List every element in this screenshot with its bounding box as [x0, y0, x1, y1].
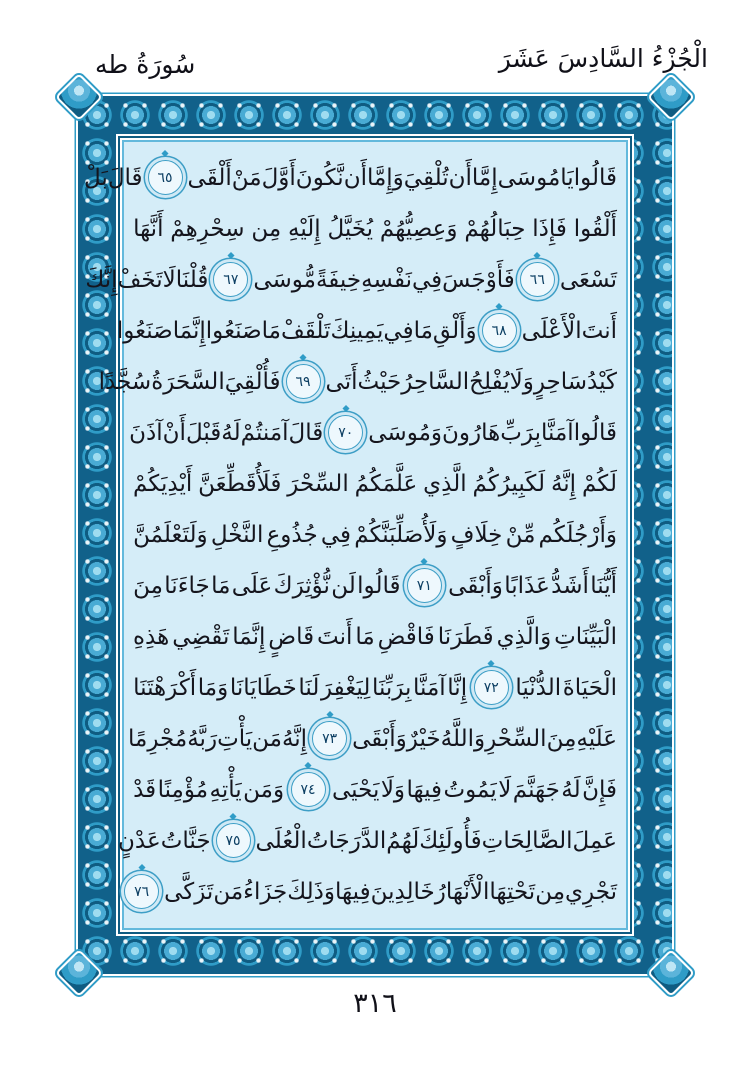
verse-word: الْأَعْلَى	[521, 317, 582, 344]
verse-number: ٧٠	[338, 424, 354, 441]
verse-word: وَعِصِيُّهُمْ	[379, 215, 458, 242]
verse-word: أَوَّلَ	[261, 164, 296, 191]
verse-word: حِبَالُهُمْ	[464, 215, 526, 242]
verse-word: وَلَأُصَلِّبَنَّكُمْ	[354, 521, 448, 548]
verse-word: وَإِمَّا	[366, 164, 404, 191]
verse-number: ٧٥	[225, 832, 241, 849]
verse-word: وَمَا	[197, 674, 229, 701]
verse-word: مُجْرِمًا	[128, 725, 188, 752]
verse-word: وَذَلِكَ	[287, 878, 336, 905]
verse-number-medallion	[407, 568, 442, 603]
verse-word: الْأَنْهَارُ	[434, 878, 490, 905]
verse-word: فَأَوْجَسَ	[442, 266, 515, 293]
verse-number: ٦٩	[295, 373, 311, 390]
verse-word: جَهَنَّمَ	[512, 776, 560, 803]
verse-number-medallion	[312, 721, 347, 756]
verse-word: آمَنَّا	[541, 419, 574, 446]
verse-word: أَيْدِيَكُمْ	[133, 470, 193, 497]
verse-word: تَزَكَّى	[164, 878, 214, 905]
verse-word: عَلَيْهِ	[576, 725, 617, 752]
verse-line	[133, 509, 617, 560]
verse-word: قَاضٍ	[268, 623, 315, 650]
juz-title: الْجُزْءُ السَّادِسَ عَشَرَ	[498, 44, 708, 73]
verse-word: يَمُوتُ	[443, 776, 497, 803]
verse-word: أَنتَ	[581, 317, 617, 344]
verse-word: بَلْ	[84, 164, 108, 191]
verse-number-medallion	[148, 160, 183, 195]
verse-line	[133, 458, 617, 509]
verse-word: يُخَيَّلُ	[327, 215, 374, 242]
verse-word: رَبَّهُ	[187, 725, 218, 752]
verse-line	[133, 662, 617, 713]
verse-number: ٧٢	[483, 679, 499, 696]
verse-word: وَلَا	[380, 776, 406, 803]
verse-lines	[84, 152, 617, 918]
verse-word: مَن	[213, 878, 244, 905]
verse-word: جَاءَنَا	[164, 572, 210, 599]
verse-word: لَهُمُ	[386, 827, 420, 854]
verse-number-medallion	[328, 415, 363, 450]
corner-ornament-top-left	[55, 73, 103, 121]
verse-word: تَسْعَى	[559, 266, 617, 293]
verse-line	[116, 305, 617, 356]
verse-word: الْعُلَى	[255, 827, 307, 854]
verse-word: لَهُ	[561, 776, 581, 803]
verse-number: ٦٥	[157, 169, 173, 186]
verse-word: أَنَّهَا	[133, 215, 164, 242]
verse-word: تَلْقَفْ	[280, 317, 331, 344]
verse-word: لَكُمْ	[581, 470, 617, 497]
surah-title: سُورَةُ طه	[95, 50, 196, 79]
verse-number-medallion	[213, 262, 248, 297]
verse-word: إِنَّكَ	[85, 266, 118, 293]
verse-word: سُجَّدًا	[98, 368, 152, 395]
verse-word: وَأَرْجُلَكُم	[538, 521, 617, 548]
verse-word: أَن	[448, 164, 472, 191]
verse-word: خَطَايَانَا	[229, 674, 297, 701]
verse-line	[133, 203, 617, 254]
verse-word: عَدْنٍ	[118, 827, 161, 854]
verse-word: هَذِهِ	[133, 623, 170, 650]
verse-word: قَالُوا	[357, 572, 401, 599]
verse-number: ٦٦	[529, 271, 545, 288]
verse-word: السَّحَرَةُ	[151, 368, 225, 395]
verse-word: أَكْرَهْتَنَا	[133, 674, 197, 701]
verse-word: فَطَرَنَا	[437, 623, 494, 650]
verse-number: ٦٧	[223, 271, 239, 288]
verse-word: مُؤْمِنًا	[157, 776, 209, 803]
verse-word: إِنَّهُ	[281, 725, 308, 752]
verse-word: خَيْرٌ	[406, 725, 441, 752]
verse-word: آذَنَ	[129, 419, 163, 446]
verse-number: ٧٦	[134, 883, 150, 900]
verse-word: وَمُوسَى	[368, 419, 443, 446]
verse-word: أَشَدُّ	[551, 572, 589, 599]
corner-ornament-top-right	[647, 73, 695, 121]
verse-number-medallion	[291, 772, 326, 807]
verse-word: عَلَى	[231, 572, 273, 599]
verse-word: مَن	[252, 725, 282, 752]
verse-word: جَزَاءُ	[243, 878, 288, 905]
verse-word: بِرَبِّنَا	[371, 674, 412, 701]
verse-word: صَنَعُوا	[116, 317, 173, 344]
ornamental-border-frame	[78, 96, 672, 974]
verse-word: مِنَ	[133, 572, 163, 599]
verse-number: ٦٨	[491, 322, 507, 339]
verse-word: عَمِلَ	[572, 827, 617, 854]
verse-word: إِلَيْهِ	[287, 215, 321, 242]
verse-word: لَا	[498, 776, 512, 803]
verse-line	[98, 356, 617, 407]
verse-word: تَخَفْ	[117, 266, 163, 293]
verse-word: فَأُولَئِكَ	[419, 827, 482, 854]
verse-word: مَا	[211, 572, 231, 599]
verse-line	[128, 713, 617, 764]
verse-number-medallion	[482, 313, 517, 348]
verse-word: لَن	[331, 572, 356, 599]
verse-word: مَنْ	[231, 164, 262, 191]
verse-word: بِرَبِّ	[500, 419, 542, 446]
verse-word: نَفْسِهِ	[361, 266, 412, 293]
verse-word: السَّاحِرُ	[401, 368, 470, 395]
verse-word: يَأْتِ	[217, 725, 253, 752]
verse-word: أَنْ	[162, 419, 186, 446]
verse-word: وَمَن	[243, 776, 285, 803]
verse-word: خِلَافٍ	[450, 521, 503, 548]
verse-word: مُوسَى	[497, 164, 561, 191]
verse-word: النَّخْلِ	[210, 521, 264, 548]
verse-line	[84, 152, 617, 203]
verse-word: الَّذِي	[423, 470, 467, 497]
verse-word: فَلَأُقَطِّعَنَّ	[198, 470, 282, 497]
page-number: ٣١٦	[353, 988, 397, 1019]
verse-word: مَا	[261, 317, 281, 344]
verse-word: نُّؤْثِرَكَ	[273, 572, 330, 599]
verse-word: تَجْرِي	[565, 878, 617, 905]
verse-word: وَأَبْقَى	[448, 572, 503, 599]
verse-word: تُلْقِيَ	[403, 164, 449, 191]
verse-line	[118, 815, 617, 866]
verse-number-medallion	[124, 874, 159, 909]
verse-number-medallion	[520, 262, 555, 297]
verse-word: يُفْلِحُ	[469, 368, 510, 395]
verse-word: وَاللَّهُ	[440, 725, 486, 752]
verse-word: مَا	[413, 317, 433, 344]
verse-word: يَأْتِهِ	[209, 776, 242, 803]
verse-word: فِي	[320, 521, 352, 548]
verse-line	[133, 764, 617, 815]
verse-word: فِيهَا	[335, 878, 371, 905]
verse-word: مِّنْ	[505, 521, 536, 548]
verse-word: الْبَيِّنَاتِ	[554, 623, 617, 650]
verse-word: وَأَلْقِ	[432, 317, 477, 344]
verse-word: إِمَّا	[471, 164, 498, 191]
verse-word: مُّوسَى	[253, 266, 316, 293]
verse-word: وَالَّذِي	[496, 623, 552, 650]
verse-word: هَارُونَ	[442, 419, 501, 446]
verse-word: جُذُوعِ	[266, 521, 318, 548]
verse-word: أَن	[343, 164, 367, 191]
verse-word: آمَنَّا	[413, 674, 446, 701]
verse-word: الْحَيَاةَ	[562, 674, 617, 701]
verse-word: السِّحْرِ	[485, 725, 547, 752]
verse-word: فِي	[383, 317, 414, 344]
verse-word: قَالَ	[288, 419, 324, 446]
verse-word: يَا	[560, 164, 574, 191]
verse-word: سَاحِرٍ	[533, 368, 588, 395]
verse-word: فَإِنَّ	[582, 776, 617, 803]
verse-word: إِنَّمَا	[232, 623, 266, 650]
verse-word: قَدْ	[133, 776, 157, 803]
verse-word: كَيْدُ	[587, 368, 617, 395]
verse-word: نَّكُونَ	[295, 164, 344, 191]
verse-word: أَلْقُوا	[573, 215, 617, 242]
verse-word: قَالَ	[107, 164, 143, 191]
verse-line	[129, 407, 617, 458]
verse-word: مِن	[251, 215, 282, 242]
verse-word: الصَّالِحَاتِ	[481, 827, 573, 854]
verse-word: مَا	[355, 623, 375, 650]
verse-word: خَالِدِينَ	[370, 878, 435, 905]
verse-word: فَأُلْقِيَ	[224, 368, 281, 395]
verse-word: السِّحْرَ	[287, 470, 349, 497]
verse-word: حَيْثُ	[357, 368, 402, 395]
verse-word: أَنتَ	[317, 623, 353, 650]
verse-word: تَقْضِي	[172, 623, 230, 650]
verse-word: عَذَابًا	[504, 572, 550, 599]
verse-word: تَحْتِهَا	[489, 878, 536, 905]
verse-word: أَلْقَى	[187, 164, 232, 191]
verse-word: عَلَّمَكُمُ	[354, 470, 418, 497]
verse-number-medallion	[474, 670, 509, 705]
verse-word: فَإِذَا	[532, 215, 567, 242]
verse-word: يَحْيَى	[332, 776, 380, 803]
verse-number: ٧١	[416, 577, 432, 594]
verse-word: سِحْرِهِمْ	[170, 215, 245, 242]
verse-word: الدُّنْيَا	[515, 674, 562, 701]
verse-number-medallion	[216, 823, 251, 858]
verse-word: وَلَا	[509, 368, 534, 395]
verse-word: لَا	[162, 266, 176, 293]
verse-line	[133, 611, 617, 662]
verse-word: يَمِينِكَ	[330, 317, 384, 344]
verse-line	[133, 866, 617, 917]
verse-word: فِيهَا	[406, 776, 443, 803]
verse-number-medallion	[286, 364, 321, 399]
verse-line	[133, 560, 617, 611]
verse-word: إِنَّمَا	[172, 317, 206, 344]
verse-word: لَنَا	[298, 674, 320, 701]
verse-word: قَبْلَ	[185, 419, 222, 446]
verse-word: الدَّرَجَاتُ	[306, 827, 387, 854]
verse-word: إِنَّهُ	[550, 470, 577, 497]
verse-number: ٧٣	[322, 730, 338, 747]
verse-word: لِيَغْفِرَ	[320, 674, 371, 701]
verse-word: فِي	[411, 266, 443, 293]
verse-word: فَاقْضِ	[377, 623, 435, 650]
verse-word: وَأَبْقَى	[352, 725, 407, 752]
verse-word: آمَنتُمْ	[240, 419, 289, 446]
verse-word: أَيُّنَا	[590, 572, 617, 599]
verse-word: قُلْنَا	[175, 266, 209, 293]
verse-word: وَلَتَعْلَمُنَّ	[133, 521, 208, 548]
text-panel	[84, 136, 632, 934]
verse-word: أَتَى	[325, 368, 358, 395]
verse-word: مِن	[535, 878, 566, 905]
verse-number: ٧٤	[300, 781, 316, 798]
verse-line	[85, 254, 617, 305]
verse-word: قَالُوا	[573, 164, 617, 191]
verse-word: لَكَبِيرُكُمُ	[472, 470, 546, 497]
verse-word: خِيفَةً	[315, 266, 362, 293]
verse-word: لَهُ	[221, 419, 241, 446]
verse-word: صَنَعُوا	[205, 317, 262, 344]
verse-word: جَنَّاتُ	[160, 827, 211, 854]
verse-word: إِنَّا	[447, 674, 468, 701]
verse-word: قَالُوا	[573, 419, 617, 446]
verse-word: مِنَ	[546, 725, 577, 752]
